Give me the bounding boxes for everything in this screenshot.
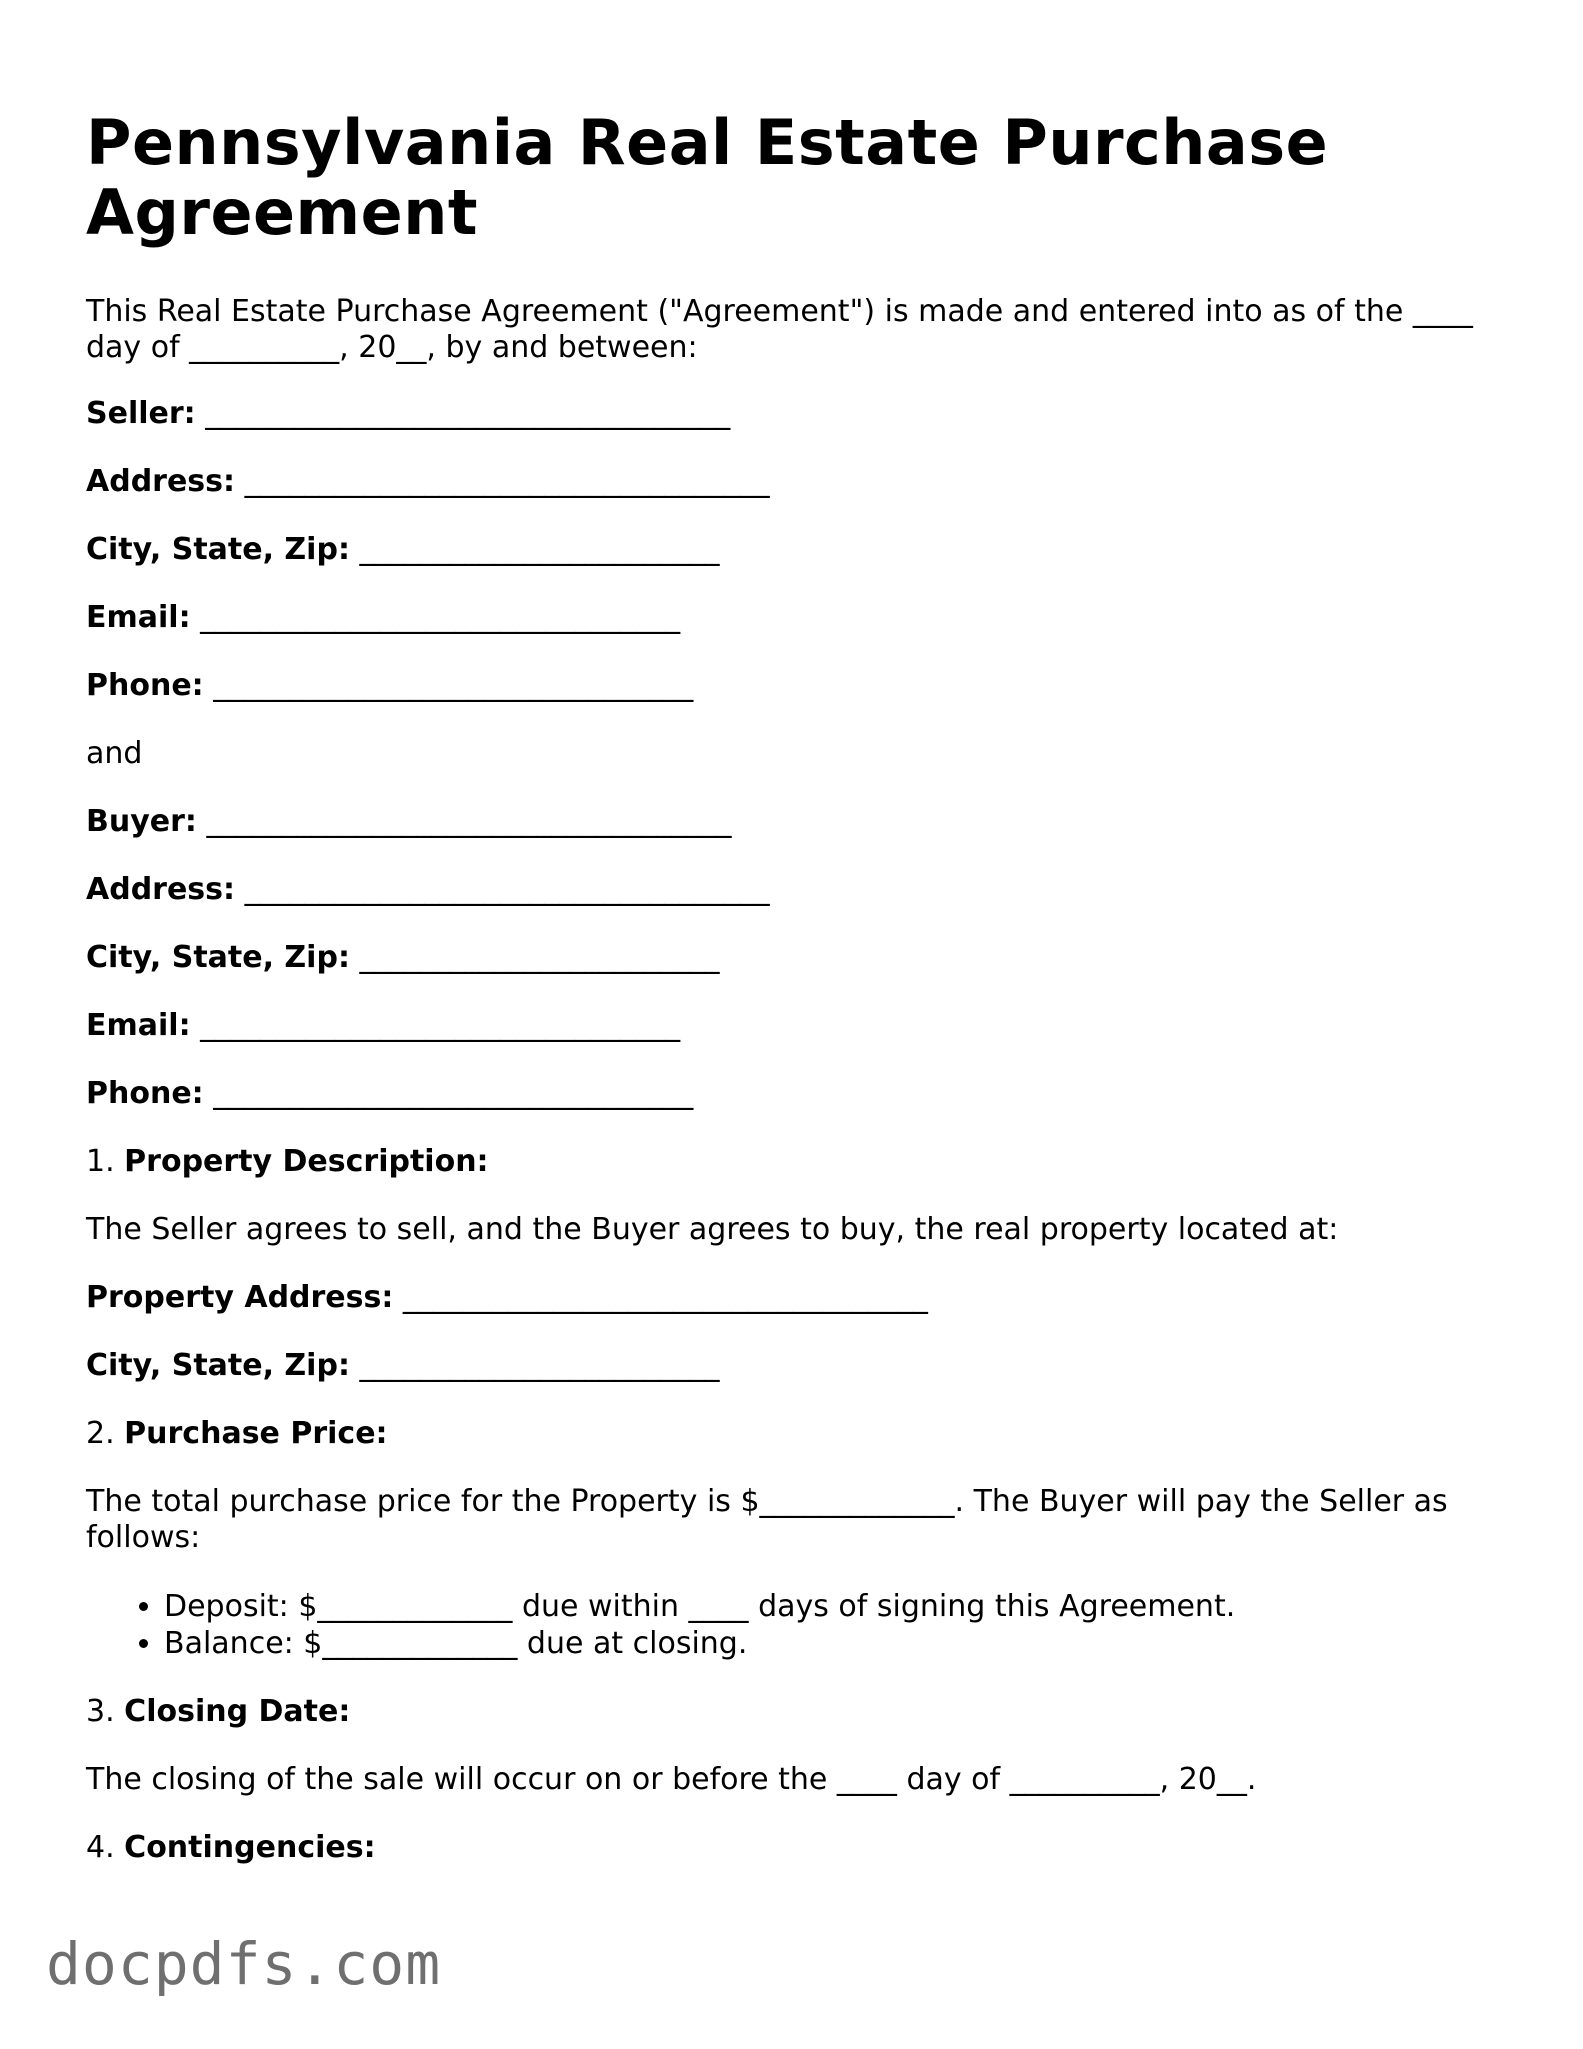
section-heading-closing-date xyxy=(86,1694,1506,1730)
field-label: Buyer: xyxy=(86,804,197,839)
seller-city-state-zip-field[interactable] xyxy=(86,532,1506,568)
section-heading-property-description xyxy=(86,1144,1506,1180)
seller-address-field[interactable] xyxy=(86,464,1506,500)
field-label: Address: xyxy=(86,464,236,499)
field-blank[interactable]: ________________________ xyxy=(359,532,720,567)
purchase-price-text: The total purchase price for the Property is $_____________. The Buyer will pay the Seller as follows: xyxy=(86,1484,1448,1555)
section-number: 1. xyxy=(86,1144,115,1179)
field-label: Address: xyxy=(86,872,236,907)
field-blank[interactable]: ___________________________________ xyxy=(244,464,770,499)
section-title: Closing Date: xyxy=(124,1694,351,1729)
property-address-field[interactable] xyxy=(86,1280,1506,1316)
field-blank[interactable]: ________________________ xyxy=(359,940,720,975)
field-label: City, State, Zip: xyxy=(86,940,350,975)
section-number: 4. xyxy=(86,1830,115,1865)
closing-date-text: The closing of the sale will occur on or before the ____ day of __________, 20__. xyxy=(86,1762,1257,1797)
buyer-address-field[interactable] xyxy=(86,872,1506,908)
section-heading-purchase-price xyxy=(86,1416,1506,1452)
field-blank[interactable]: ________________________________ xyxy=(213,1076,694,1111)
seller-phone-field[interactable] xyxy=(86,668,1506,704)
document-title: Pennsylvania Real Estate Purchase Agreement xyxy=(86,106,1329,249)
section-number: 3. xyxy=(86,1694,115,1729)
list-item-balance: • Balance: $_____________ due at closing. xyxy=(164,1625,1506,1662)
list-item-deposit: • Deposit: $_____________ due within ____ days of signing this Agreement. xyxy=(164,1588,1506,1625)
watermark: docpdfs.com xyxy=(46,1930,442,1998)
payment-list xyxy=(86,1588,1506,1662)
field-blank[interactable]: ___________________________________ xyxy=(206,804,732,839)
section-number: 2. xyxy=(86,1416,115,1451)
property-city-state-zip-field[interactable] xyxy=(86,1348,1506,1384)
field-blank[interactable]: ___________________________________ xyxy=(402,1280,928,1315)
field-blank[interactable]: ________________________________ xyxy=(200,1008,681,1043)
and-text: and xyxy=(86,736,143,771)
section-title: Purchase Price: xyxy=(124,1416,388,1451)
field-label: Phone: xyxy=(86,1076,204,1111)
buyer-name-field[interactable] xyxy=(86,804,1506,840)
field-label: Seller: xyxy=(86,396,196,431)
section-title: Contingencies: xyxy=(124,1830,376,1865)
section-title: Property Description: xyxy=(124,1144,489,1179)
buyer-phone-field[interactable] xyxy=(86,1076,1506,1112)
field-label: Property Address: xyxy=(86,1280,394,1315)
document-page xyxy=(86,108,1506,1898)
field-blank[interactable]: ________________________________ xyxy=(200,600,681,635)
field-label: Email: xyxy=(86,1008,191,1043)
field-label: Phone: xyxy=(86,668,204,703)
field-label: City, State, Zip: xyxy=(86,1348,350,1383)
field-label: Email: xyxy=(86,600,191,635)
seller-name-field[interactable] xyxy=(86,396,1506,432)
field-blank[interactable]: ___________________________________ xyxy=(205,396,731,431)
property-description-text: The Seller agrees to sell, and the Buyer agrees to buy, the real property located at: xyxy=(86,1212,1339,1247)
field-blank[interactable]: ________________________ xyxy=(359,1348,720,1383)
field-label: City, State, Zip: xyxy=(86,532,350,567)
seller-email-field[interactable] xyxy=(86,600,1506,636)
field-blank[interactable]: ________________________________ xyxy=(213,668,694,703)
field-blank[interactable]: ___________________________________ xyxy=(244,872,770,907)
buyer-city-state-zip-field[interactable] xyxy=(86,940,1506,976)
intro-paragraph: This Real Estate Purchase Agreement ("Agreement") is made and entered into as of the ____ day of __________, 20__, by and between: xyxy=(86,294,1473,365)
section-heading-contingencies xyxy=(86,1830,1506,1866)
buyer-email-field[interactable] xyxy=(86,1008,1506,1044)
